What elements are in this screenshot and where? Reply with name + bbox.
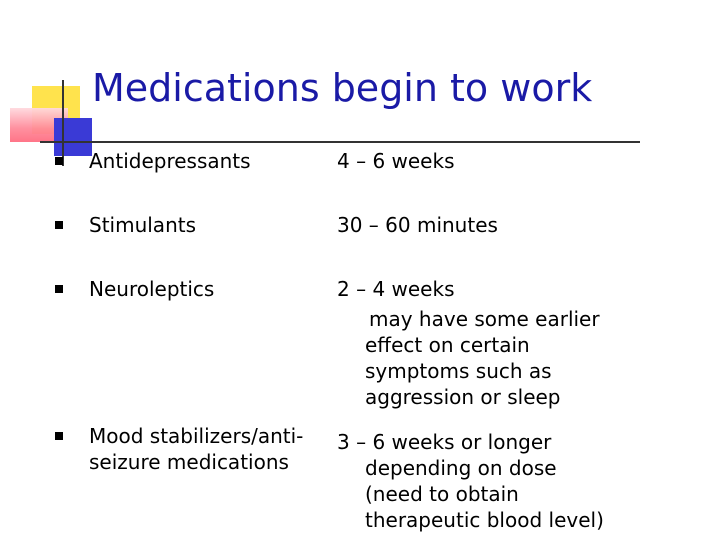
onset-note-line: therapeutic blood level) (365, 508, 604, 532)
decor-vertical-line (62, 80, 64, 166)
onset-note-line: depending on dose (365, 456, 557, 480)
medication-name-line: seizure medications (89, 450, 289, 474)
slide-title: Medications begin to work (92, 66, 593, 110)
medication-name: Antidepressants (89, 149, 251, 173)
bullet-icon (55, 432, 63, 440)
onset-time: 4 – 6 weeks (337, 149, 455, 173)
bullet-icon (55, 285, 63, 293)
onset-note-line: aggression or sleep (365, 385, 561, 409)
onset-time: 3 – 6 weeks or longer (337, 430, 552, 454)
bullet-icon (55, 157, 63, 165)
bullet-icon (55, 221, 63, 229)
onset-note-line: effect on certain (365, 333, 530, 357)
medication-name: Neuroleptics (89, 277, 215, 301)
decor-blue-square (54, 118, 92, 156)
onset-note-line: (need to obtain (365, 482, 519, 506)
medication-name: Stimulants (89, 213, 197, 237)
title-underline (40, 141, 640, 143)
onset-note-line: symptoms such as (365, 359, 552, 383)
onset-time: 2 – 4 weeks (337, 277, 455, 301)
medication-name-line: Mood stabilizers/anti- (89, 424, 304, 448)
onset-time: 30 – 60 minutes (337, 213, 498, 237)
onset-note-line: may have some earlier (369, 307, 600, 331)
